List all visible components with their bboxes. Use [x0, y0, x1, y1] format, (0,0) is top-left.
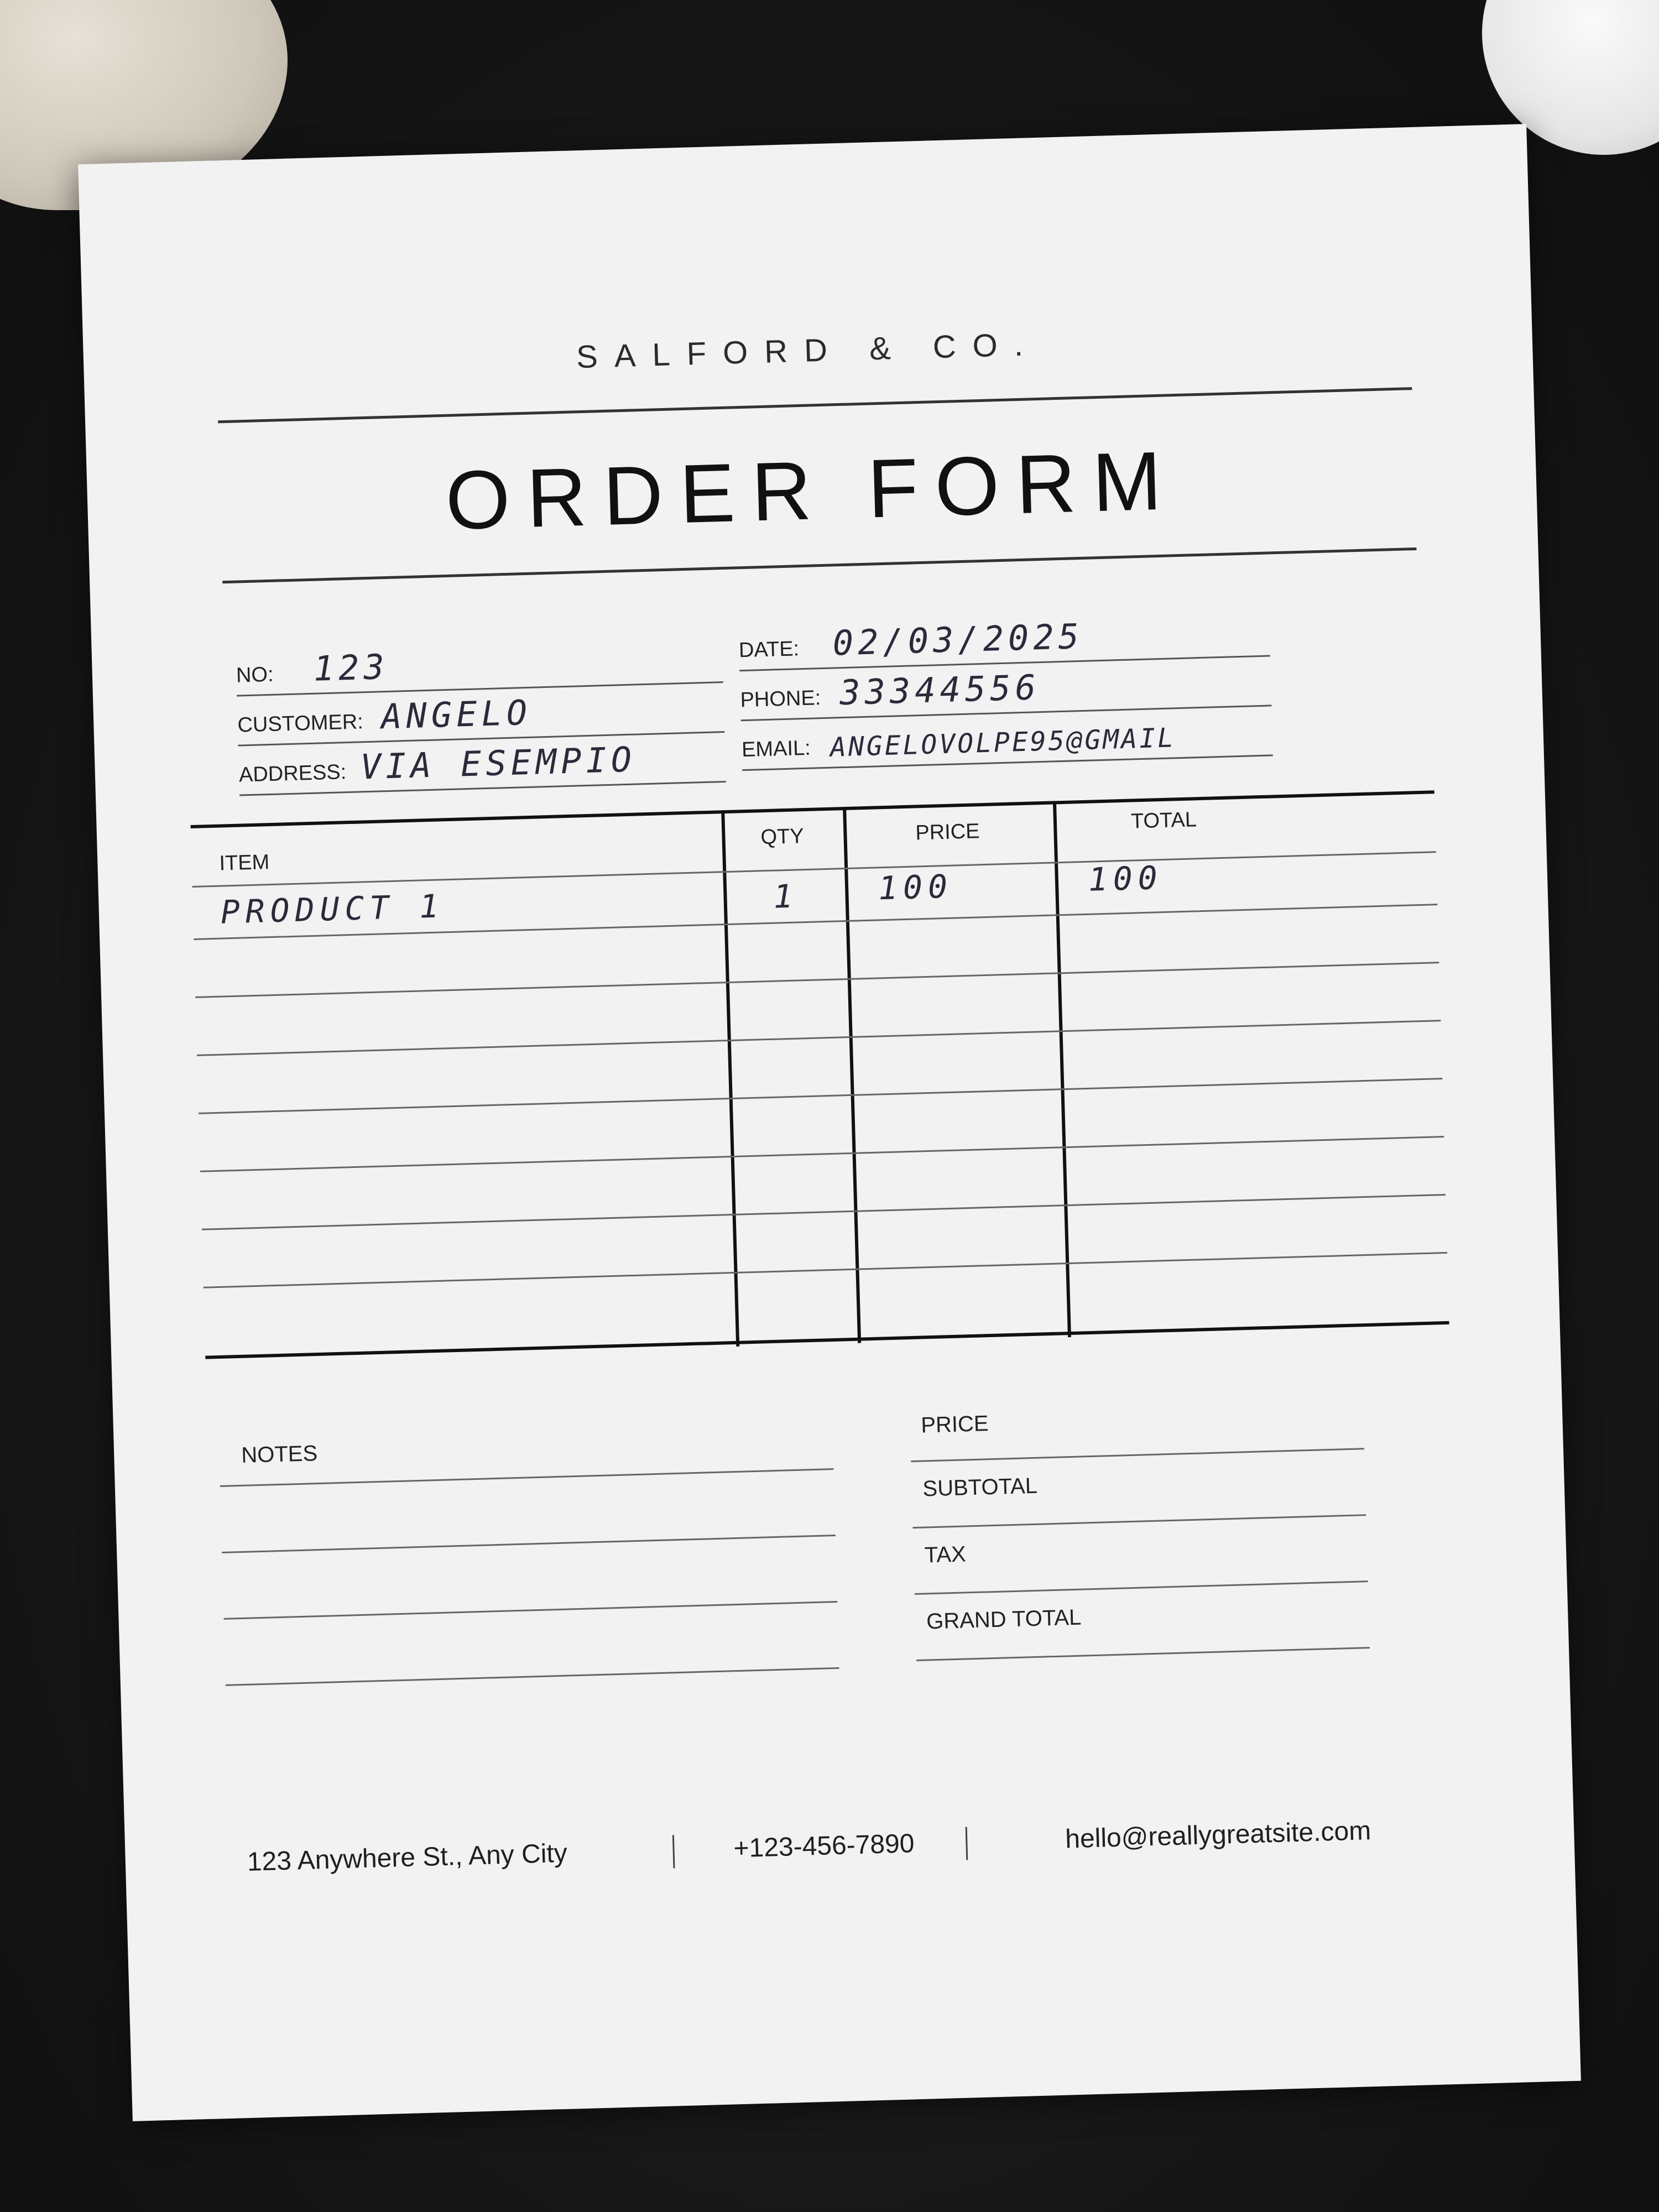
- footer-separator: [672, 1835, 675, 1868]
- title-top-rule: [218, 387, 1412, 423]
- email-label: EMAIL:: [741, 736, 811, 762]
- row1-total: 100: [1087, 859, 1164, 899]
- notes-line: [224, 1601, 838, 1620]
- date-label: DATE:: [738, 637, 800, 662]
- table-divider-total: [1053, 801, 1071, 1337]
- summary-price-label: PRICE: [920, 1411, 989, 1438]
- summary-price-line: [911, 1448, 1364, 1462]
- table-divider-price: [843, 807, 861, 1343]
- footer: [125, 1810, 1574, 1895]
- footer-email: hello@reallygreatsite.com: [1065, 1816, 1371, 1854]
- notes-line: [220, 1468, 834, 1487]
- footer-separator: [966, 1827, 968, 1860]
- summary-subtotal-label: SUBTOTAL: [922, 1473, 1038, 1501]
- order-form-paper: [78, 124, 1581, 2121]
- header-item: ITEM: [218, 851, 270, 875]
- summary-grand-total-label: GRAND TOTAL: [926, 1605, 1082, 1634]
- table-row-line: [192, 851, 1436, 888]
- table-top-border: [191, 790, 1434, 828]
- table-row-line: [195, 962, 1439, 998]
- company-name: SALFORD & CO.: [576, 326, 1040, 375]
- notes-line: [222, 1535, 836, 1553]
- no-label: NO:: [236, 662, 274, 687]
- footer-address: 123 Anywhere St., Any City: [247, 1838, 568, 1877]
- table-row-line: [200, 1136, 1444, 1172]
- header-price: PRICE: [915, 820, 980, 845]
- summary-grand-total-line: [916, 1647, 1370, 1661]
- page-title: ORDER FORM: [444, 433, 1180, 547]
- no-value: 123: [312, 646, 389, 689]
- summary-tax-line: [915, 1580, 1368, 1595]
- table-row-line: [197, 1020, 1441, 1056]
- phone-value: 33344556: [839, 667, 1041, 713]
- phone-label: PHONE:: [740, 686, 821, 712]
- summary-subtotal-line: [912, 1514, 1366, 1528]
- address-label: ADDRESS:: [238, 760, 347, 787]
- address-value: VIA ESEMPIO: [359, 739, 637, 787]
- row1-price: 100: [878, 867, 953, 907]
- footer-phone: +123-456-7890: [733, 1829, 915, 1864]
- date-value: 02/03/2025: [832, 615, 1084, 664]
- notes-label: NOTES: [241, 1441, 318, 1468]
- table-bottom-border: [205, 1321, 1449, 1359]
- header-qty: QTY: [760, 825, 805, 849]
- customer-value: ANGELO: [380, 692, 533, 737]
- notes-line: [226, 1667, 839, 1686]
- summary-tax-label: TAX: [924, 1542, 967, 1568]
- table-row-line: [202, 1194, 1446, 1230]
- row1-item: PRODUCT 1: [220, 887, 445, 931]
- table-divider-qty: [721, 810, 739, 1347]
- customer-label: CUSTOMER:: [237, 710, 364, 737]
- row1-qty: 1: [773, 877, 799, 916]
- items-table: [191, 790, 1449, 1361]
- table-row-line: [204, 1252, 1447, 1288]
- title-bottom-rule: [222, 547, 1416, 583]
- table-row-line: [199, 1078, 1442, 1114]
- header-total: TOTAL: [1130, 808, 1197, 833]
- email-value: ANGELOVOLPE95@GMAIL: [830, 722, 1176, 763]
